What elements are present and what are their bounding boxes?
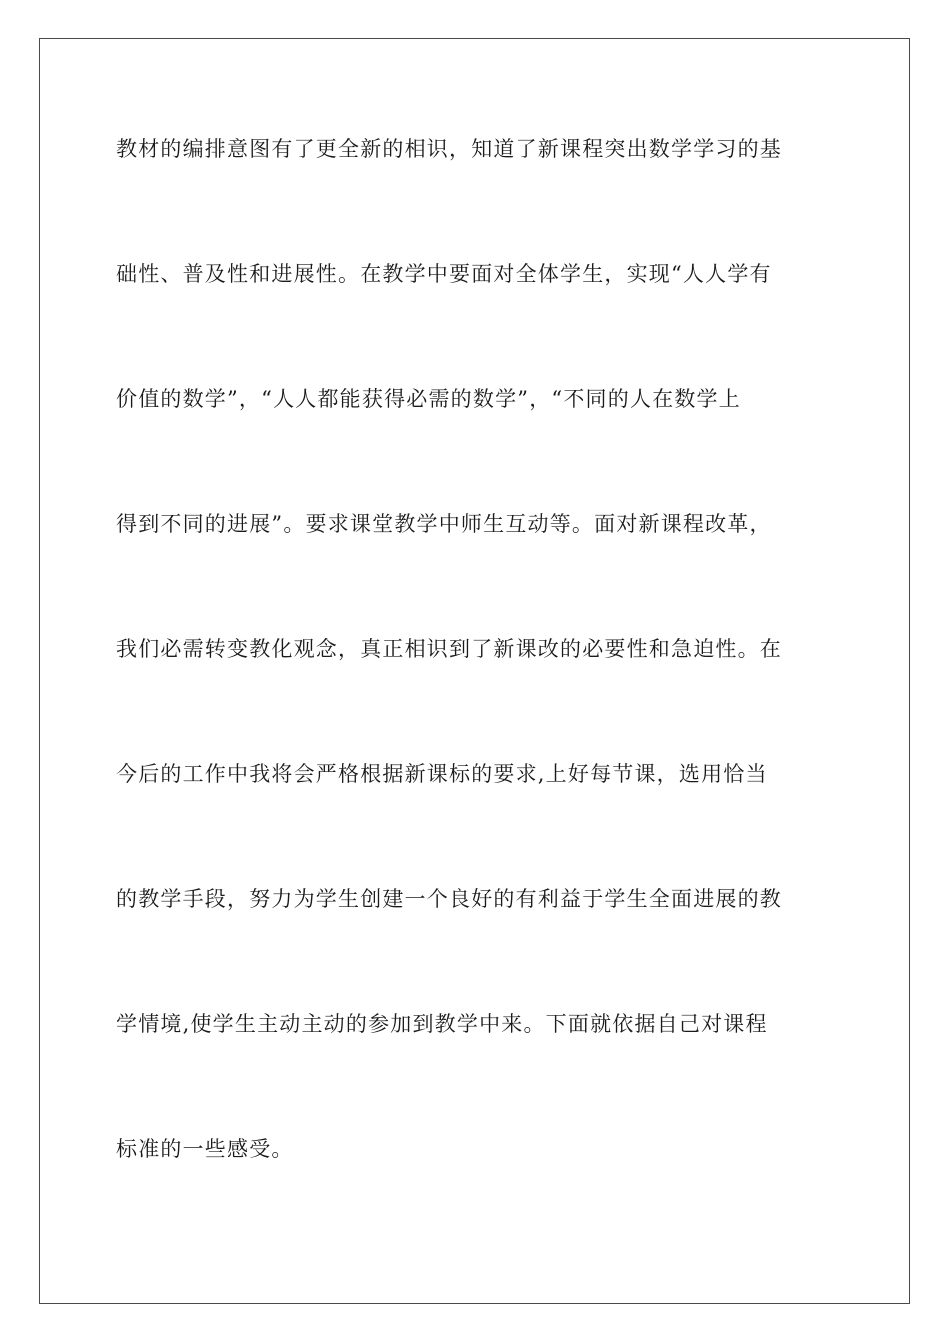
paragraph-line: 础性、普及性和进展性。在教学中要面对全体学生，实现“人人学有 (116, 262, 772, 286)
paragraph-line: 我们必需转变教化观念，真正相识到了新课改的必要性和急迫性。在 (116, 637, 782, 661)
paragraph-line: 的教学手段，努力为学生创建一个良好的有利益于学生全面进展的教 (116, 887, 782, 911)
paragraph-line: 价值的数学”，“人人都能获得必需的数学”，“不同的人在数学上 (116, 387, 741, 411)
paragraph-line: 今后的工作中我将会严格根据新课标的要求,上好每节课，选用恰当 (116, 762, 768, 786)
paragraph-line: 教材的编排意图有了更全新的相识，知道了新课程突出数学学习的基 (116, 137, 782, 161)
page-border (39, 38, 910, 1304)
paragraph-line: 标准的一些感受。 (116, 1137, 294, 1161)
paragraph-line: 学情境,使学生主动主动的参加到教学中来。下面就依据自己对课程 (116, 1012, 768, 1036)
paragraph-line: 得到不同的进展”。要求课堂教学中师生互动等。面对新课程改革， (116, 512, 772, 536)
